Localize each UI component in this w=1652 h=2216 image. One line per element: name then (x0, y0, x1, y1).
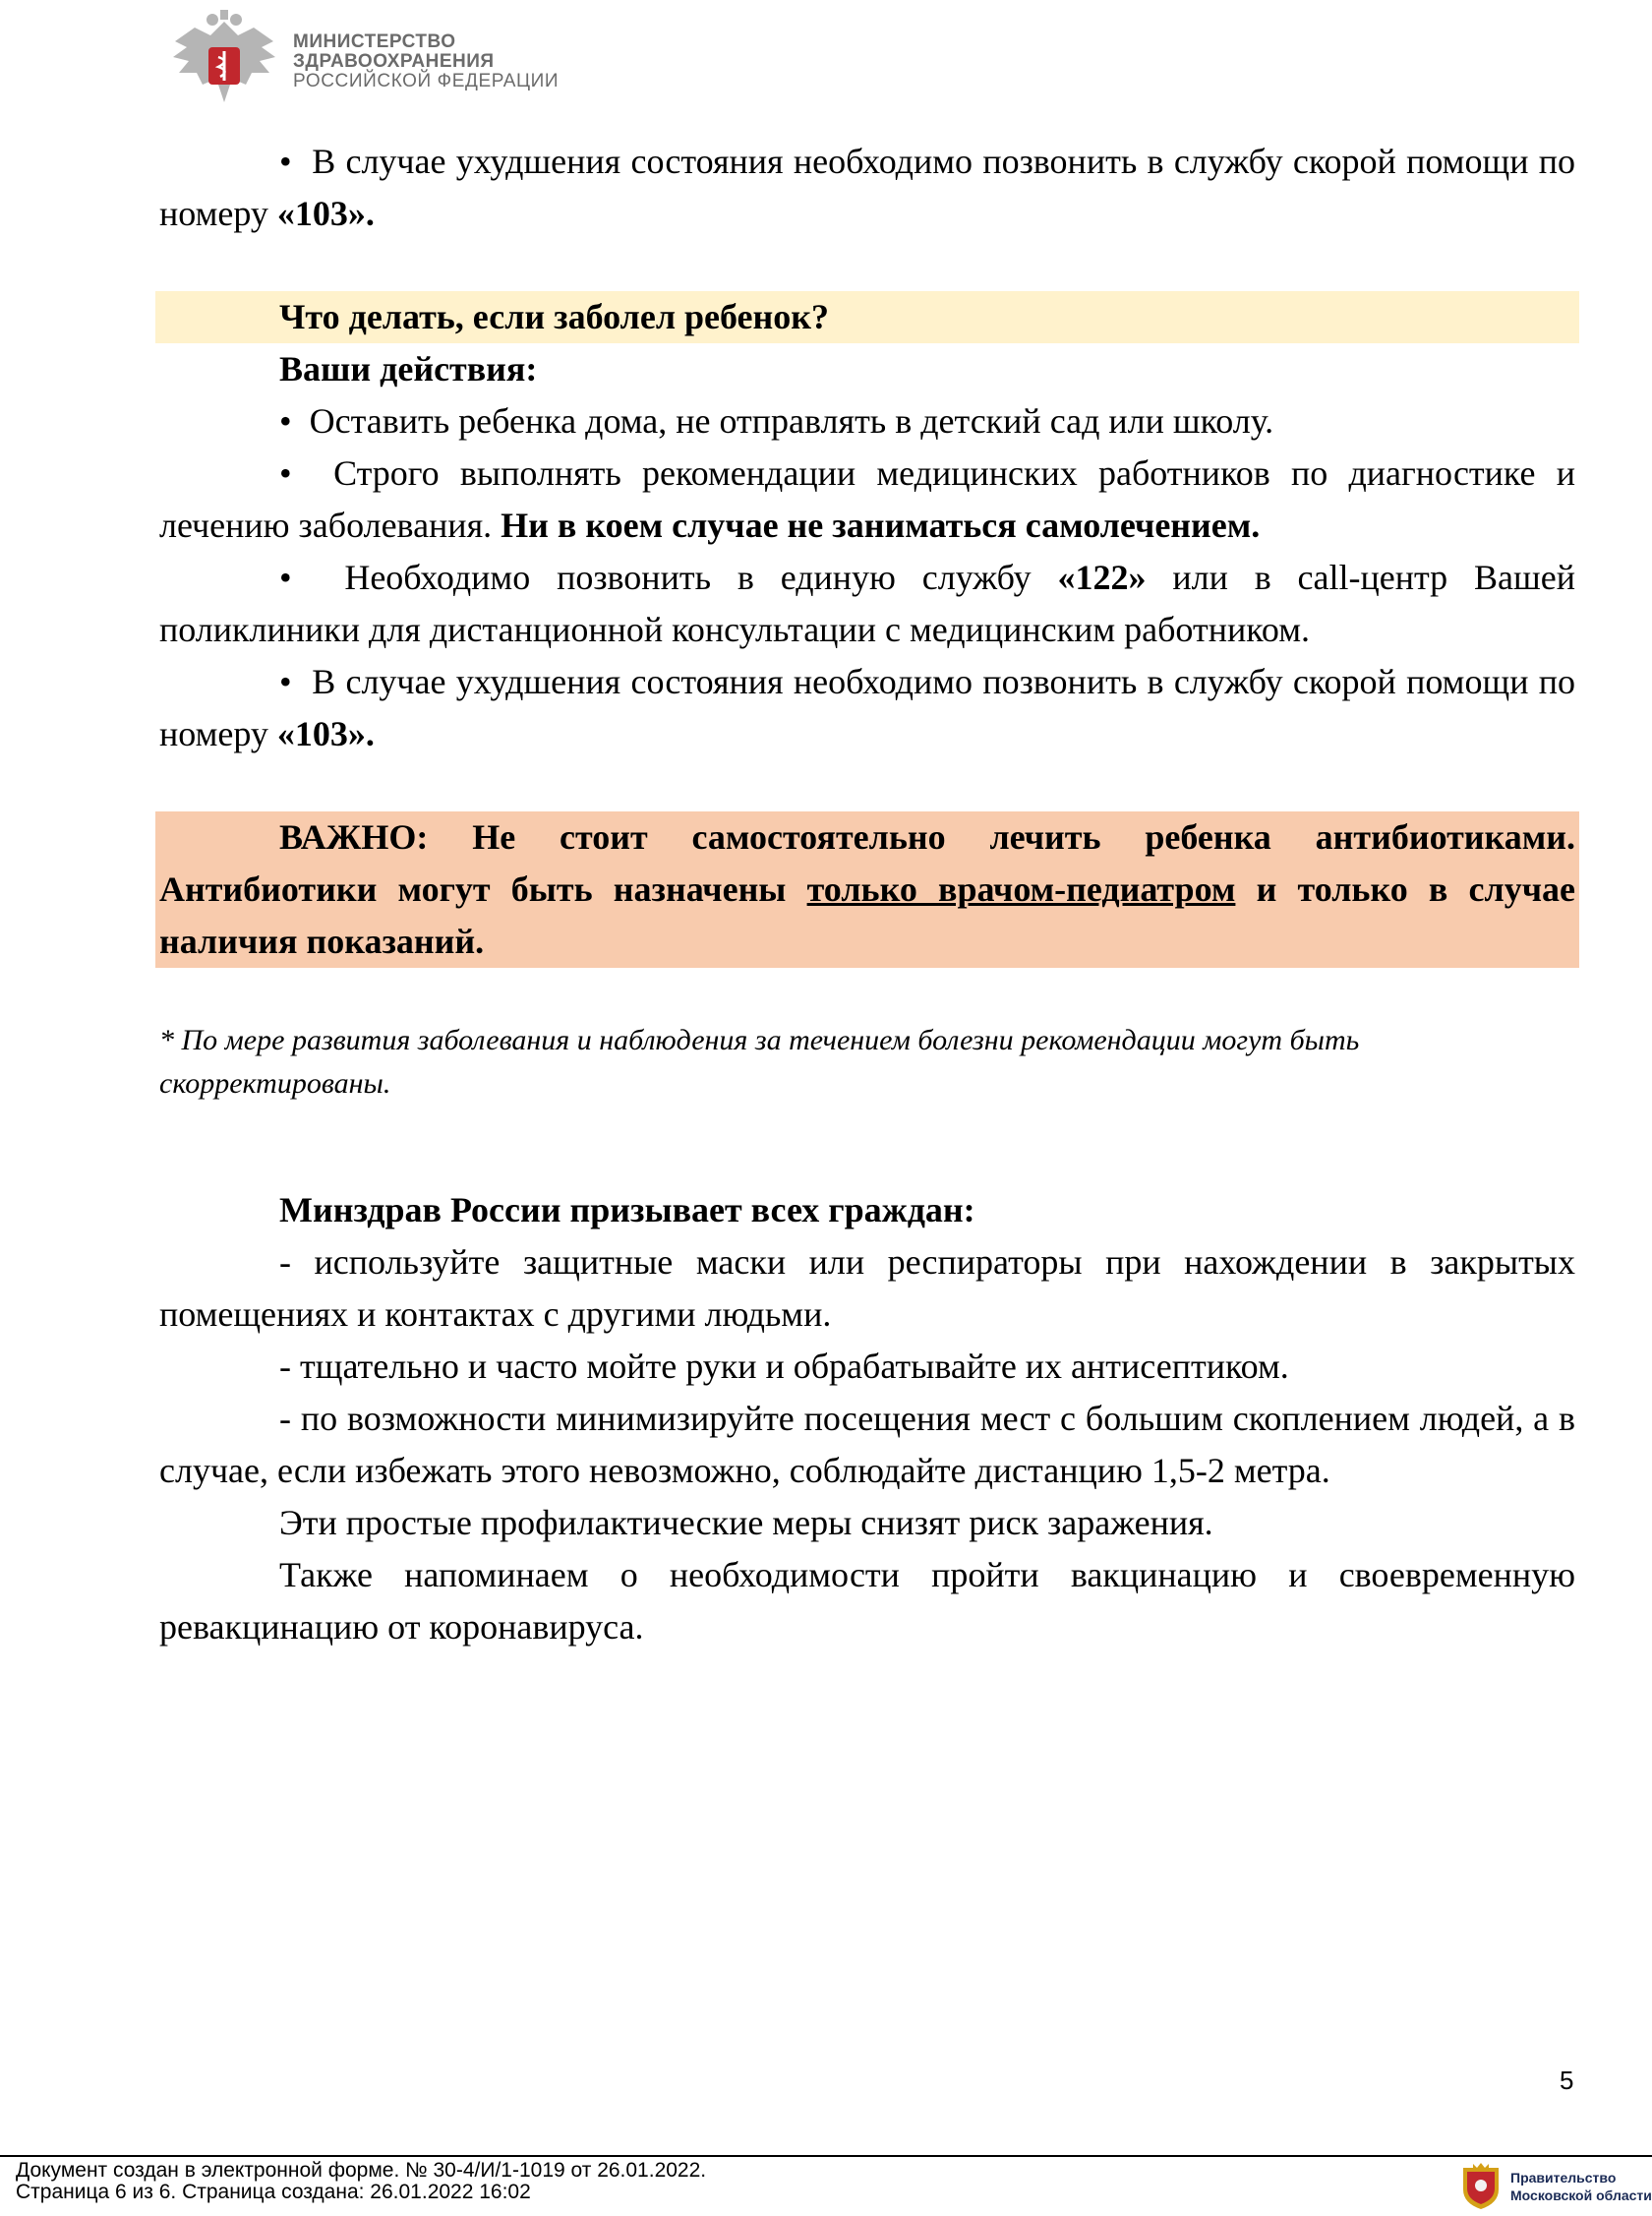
closing-paragraph-2: Также напоминаем о необходимости пройти вакцинацию и своевременную ревакцинацию от коронавируса. (159, 1555, 1575, 1647)
action-item-4 (159, 656, 1575, 760)
action-item-1 (159, 395, 1575, 448)
top-bullet-text: В случае ухудшения состояния необходимо позвонить в службу скорой помощи по номеру (159, 142, 1576, 233)
ministry-name-line1: МИНИСТЕРСТВО (293, 31, 456, 52)
top-bullet-paragraph (159, 136, 1575, 240)
moscow-region-coat-of-arms-icon (1459, 2162, 1503, 2211)
footer-divider (0, 2155, 1652, 2157)
footer-line-2: Страница 6 из 6. Страница создана: 26.01.2022 16:02 (16, 2181, 531, 2203)
emergency-number-2: «103» (276, 714, 366, 753)
government-name-line2: Московской области (1510, 2187, 1652, 2203)
action-item-1-text: Оставить ребенка дома, не отправлять в детский сад или школу. (309, 401, 1274, 441)
ministry-name (293, 32, 559, 91)
eagle-emblem-icon (165, 8, 283, 116)
action-item-2-text: Строго выполнять рекомендации медицинских работников по диагностике и лечению заболевания. (159, 453, 1575, 545)
document-body (159, 136, 1575, 1653)
appeal-item-3: - по возможности минимизируйте посещения мест с большим скоплением людей, а в случае, если избежать этого невозможно, соблюдайте дистанцию 1,5-2 метра. (159, 1399, 1575, 1490)
child-section-heading: Что делать, если заболел ребенок? (155, 291, 1579, 343)
important-warning-post: и только в случае наличия показаний. (159, 869, 1575, 961)
action-item-2-bold: Ни в коем случае не заниматься самолечением. (501, 506, 1261, 545)
important-warning-pre: ВАЖНО: Не стоит самостоятельно лечить ребенка антибиотиками. Антибиотики могут быть назначены (159, 817, 1575, 909)
footer-info (16, 2160, 706, 2203)
important-warning (155, 811, 1579, 968)
action-item-2 (159, 448, 1575, 552)
emergency-number: «103» (276, 194, 366, 233)
footer-line-1: Документ создан в электронной форме. № 30-4/И/1-1019 от 26.01.2022. (16, 2159, 707, 2182)
government-name (1510, 2169, 1652, 2204)
action-item-3-post: или в call-центр Вашей поликлиники для дистанционной консультации с медицинским работником. (159, 558, 1575, 649)
action-item-4-text: В случае ухудшения состояния необходимо позвонить в службу скорой помощи по номеру (159, 662, 1576, 753)
actions-heading: Ваши действия: (279, 349, 538, 389)
action-item-3 (159, 552, 1575, 656)
page-number: 5 (1560, 2066, 1574, 2095)
hotline-number: «122» (1057, 558, 1147, 597)
government-logo (1459, 2162, 1652, 2211)
ministry-name-line3: РОССИЙСКОЙ ФЕДЕРАЦИИ (293, 71, 560, 91)
action-item-3-pre: Необходимо позвонить в единую службу (344, 558, 1058, 597)
ministry-name-line2: ЗДРАВООХРАНЕНИЯ (293, 51, 495, 72)
appeal-item-2: - тщательно и часто мойте руки и обрабатывайте их антисептиком. (279, 1347, 1289, 1386)
ministry-header (165, 8, 559, 116)
action-item-4-end: . (365, 714, 375, 753)
top-bullet-end: . (365, 194, 375, 233)
footnote: * По мере развития заболевания и наблюдения за течением болезни рекомендации могут быть скорректированы. (159, 1024, 1360, 1100)
closing-paragraph-1: Эти простые профилактические меры снизят риск заражения. (279, 1503, 1213, 1542)
appeal-heading: Минздрав России призывает всех граждан: (279, 1190, 975, 1229)
government-name-line1: Правительство (1510, 2170, 1617, 2186)
appeal-item-1: - используйте защитные маски или респираторы при нахождении в закрытых помещениях и контактах с другими людьми. (159, 1242, 1575, 1334)
important-warning-underlined: только врачом-педиатром (806, 869, 1236, 909)
